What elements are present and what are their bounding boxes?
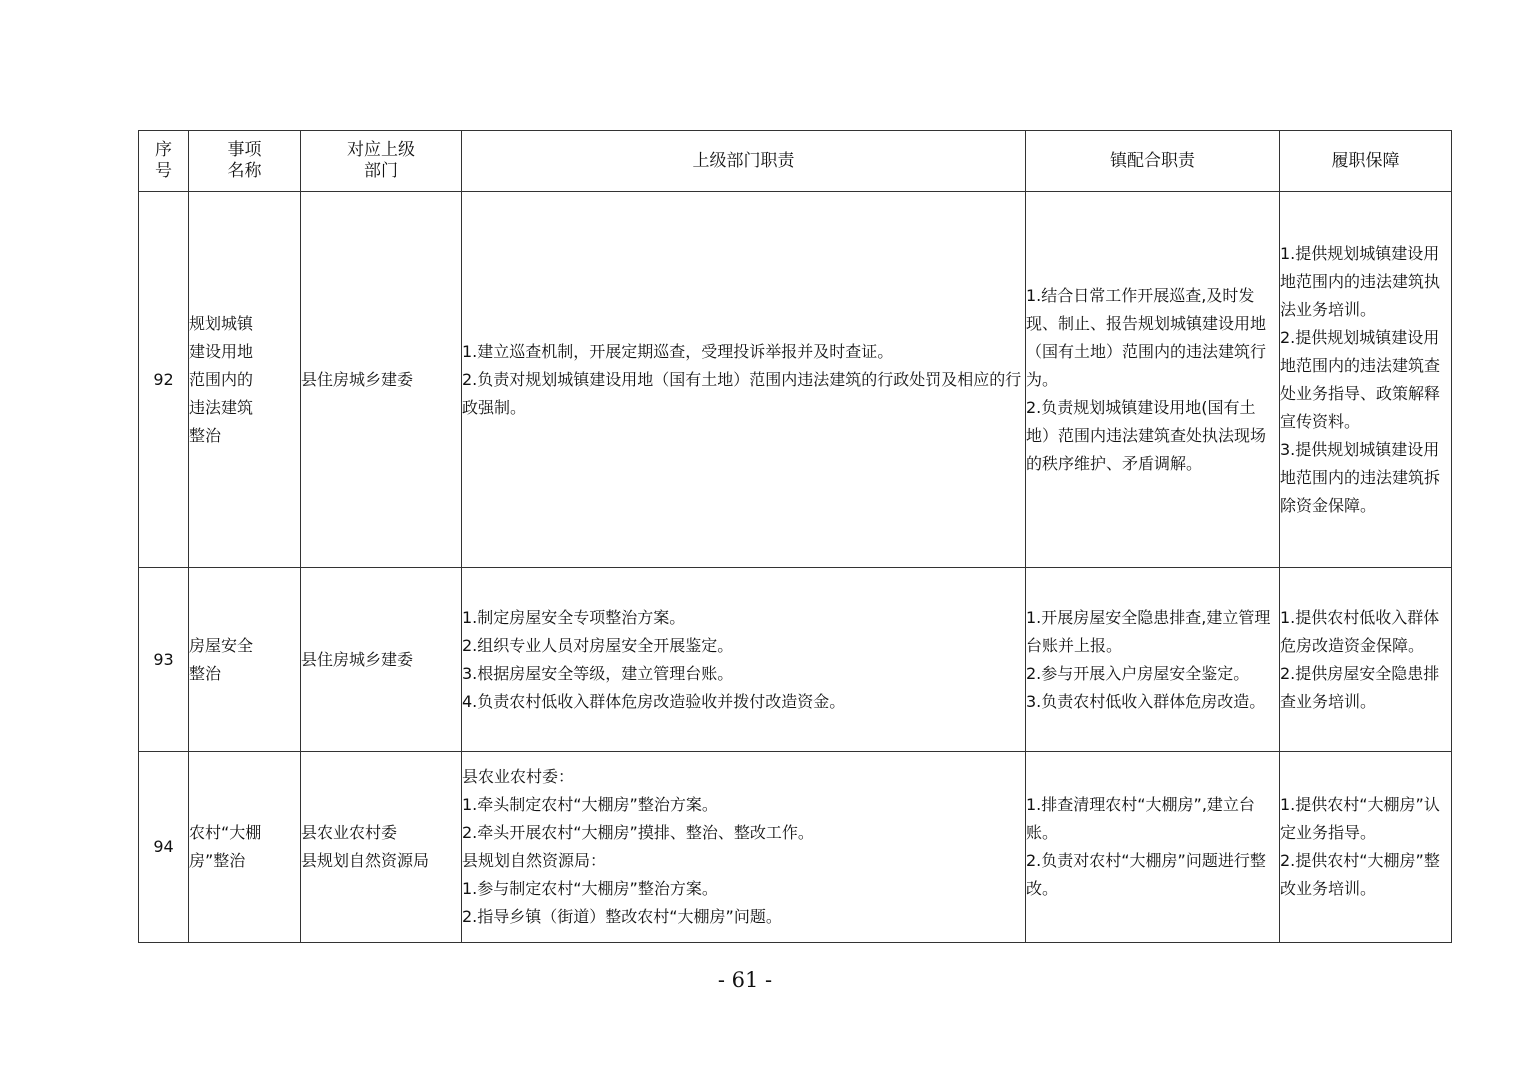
table-row bbox=[139, 568, 1452, 752]
table-row bbox=[139, 752, 1452, 943]
header-guarantee: 履职保障 bbox=[1280, 131, 1452, 192]
upper-duty: 县农业农村委： 1.牵头制定农村“大棚房”整治方案。 2.牵头开展农村“大棚房”摸排、整治、整改工作。 县规划自然资源局： 1.参与制定农村“大棚房”整治方案。 2.指导乡镇（街道）整改农村“大棚房”问题。 bbox=[462, 752, 1026, 943]
row-number: 93 bbox=[139, 568, 189, 752]
item-name: 农村“大棚 房”整治 bbox=[189, 752, 301, 943]
item-name: 规划城镇 建设用地 范围内的 违法建筑 整治 bbox=[189, 192, 301, 568]
header-row bbox=[139, 131, 1452, 192]
header-upper-dept: 对应上级 部门 bbox=[301, 131, 462, 192]
town-duty: 1.开展房屋安全隐患排查,建立管理台账并上报。 2.参与开展入户房屋安全鉴定。 3.负责农村低收入群体危房改造。 bbox=[1026, 568, 1280, 752]
upper-dept: 县住房城乡建委 bbox=[301, 192, 462, 568]
header-upper-duty: 上级部门职责 bbox=[462, 131, 1026, 192]
row-number: 92 bbox=[139, 192, 189, 568]
upper-duty: 1.建立巡查机制，开展定期巡查，受理投诉举报并及时查证。 2.负责对规划城镇建设用地（国有土地）范围内违法建筑的行政处罚及相应的行政强制。 bbox=[462, 192, 1026, 568]
row-number: 94 bbox=[139, 752, 189, 943]
upper-dept: 县住房城乡建委 bbox=[301, 568, 462, 752]
upper-duty: 1.制定房屋安全专项整治方案。 2.组织专业人员对房屋安全开展鉴定。 3.根据房屋安全等级，建立管理台账。 4.负责农村低收入群体危房改造验收并拨付改造资金。 bbox=[462, 568, 1026, 752]
header-town-duty: 镇配合职责 bbox=[1026, 131, 1280, 192]
header-item-name: 事项 名称 bbox=[189, 131, 301, 192]
item-name: 房屋安全 整治 bbox=[189, 568, 301, 752]
duty-table bbox=[138, 130, 1452, 943]
header-no: 序 号 bbox=[139, 131, 189, 192]
town-duty: 1.排查清理农村“大棚房”,建立台账。 2.负责对农村“大棚房”问题进行整改。 bbox=[1026, 752, 1280, 943]
table-row bbox=[139, 192, 1452, 568]
guarantee: 1.提供规划城镇建设用地范围内的违法建筑执法业务培训。 2.提供规划城镇建设用地范围内的违法建筑查处业务指导、政策解释宣传资料。 3.提供规划城镇建设用地范围内的违法建筑拆除资金保障。 bbox=[1280, 192, 1452, 568]
upper-dept: 县农业农村委 县规划自然资源局 bbox=[301, 752, 462, 943]
guarantee: 1.提供农村低收入群体危房改造资金保障。 2.提供房屋安全隐患排查业务培训。 bbox=[1280, 568, 1452, 752]
town-duty: 1.结合日常工作开展巡查,及时发现、制止、报告规划城镇建设用地（国有土地）范围内的违法建筑行为。 2.负责规划城镇建设用地(国有土地）范围内违法建筑查处执法现场的秩序维护、矛盾调解。 bbox=[1026, 192, 1280, 568]
guarantee: 1.提供农村“大棚房”认定业务指导。 2.提供农村“大棚房”整改业务培训。 bbox=[1280, 752, 1452, 943]
page-number: - 61 - bbox=[717, 968, 773, 992]
